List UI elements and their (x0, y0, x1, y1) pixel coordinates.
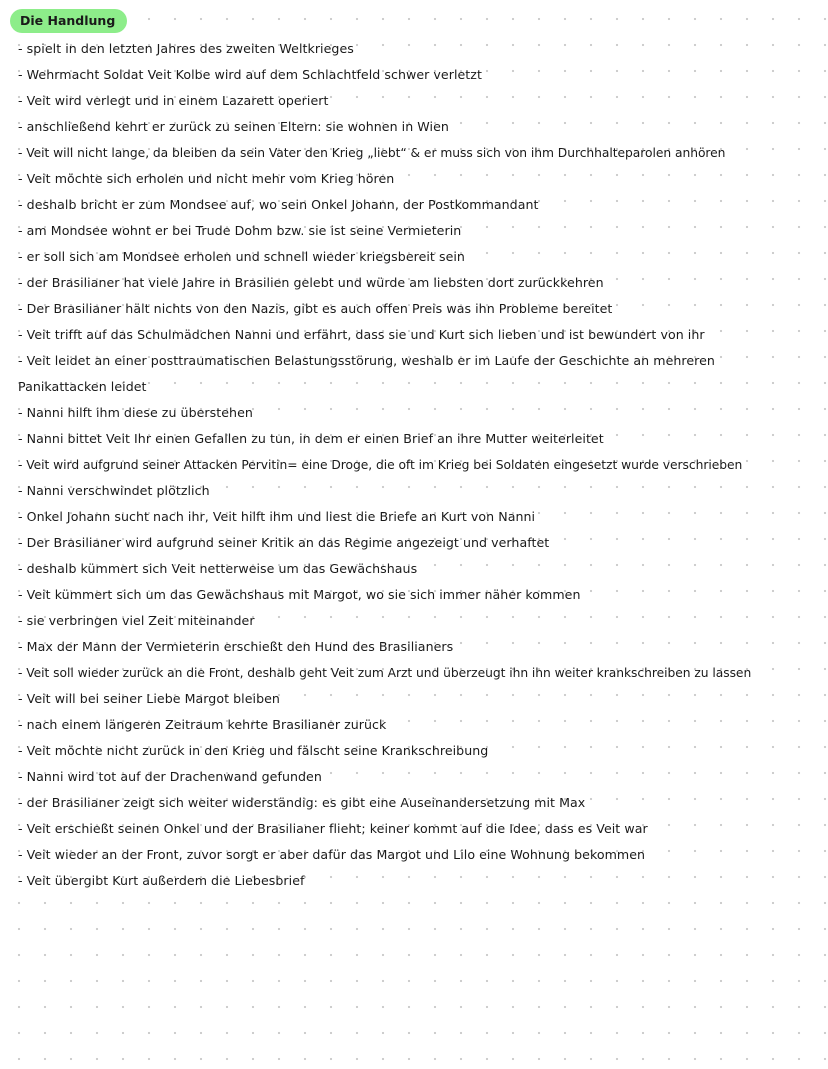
summary-line: - am Mondsee wohnt er bei Trude Dohm bzw. sie ist seine Vermieterin (18, 223, 462, 238)
summary-line: - Veit übergibt Kurt außerdem die Liebesbrief (18, 873, 305, 888)
summary-line: - Veit will bei seiner Liebe Margot bleiben (18, 691, 280, 706)
summary-line: - deshalb bricht er zum Mondsee auf, wo sein Onkel Johann, der Postkommandant (18, 197, 539, 212)
summary-line: - er soll sich am Mondsee erholen und schnell wieder kriegsbereit sein (18, 249, 465, 264)
summary-line: - Nanni wird tot auf der Drachenwand gefunden (18, 769, 322, 784)
summary-line: - anschließend kehrt er zurück zu seinen Eltern: sie wohnen in Wien (18, 119, 449, 134)
summary-line: - Veit trifft auf das Schulmädchen Nanni und erfährt, dass sie und Kurt sich lieben und ist bewundert von ihr (18, 327, 705, 342)
summary-line: - Veit möchte sich erholen und nicht mehr vom Krieg hören (18, 171, 395, 186)
summary-line: - der Brasilianer zeigt sich weiter widerständig: es gibt eine Auseinandersetzung mit Max (18, 795, 586, 810)
summary-line: - Veit soll wieder zurück an die Front, deshalb geht Veit zum Arzt und überzeugt ihn ihn weiter krankschreiben zu lassen (18, 666, 752, 680)
summary-line: - Veit wird aufgrund seiner Attacken Pervitin= eine Droge, die oft im Krieg bei Soldaten eingesetzt wurde verschrieben (18, 458, 743, 472)
summary-line: - Nanni bittet Veit Ihr einen Gefallen zu tun, in dem er einen Brief an ihre Mutter weiterleitet (18, 431, 604, 446)
summary-line: - Veit erschießt seinen Onkel und der Brasilianer flieht; keiner kommt auf die Idee, dass es Veit war (18, 821, 648, 836)
summary-line: - Onkel Johann sucht nach ihr, Veit hilft ihm und liest die Briefe an Kurt von Nanni (18, 509, 536, 524)
summary-line: - Nanni hilft ihm diese zu überstehen (18, 405, 253, 420)
summary-line: - Max der Mann der Vermieterin erschießt den Hund des Brasilianers (18, 639, 454, 654)
summary-line: - Nanni verschwindet plötzlich (18, 483, 210, 498)
summary-line: - Veit will nicht lange, da bleiben da sein Vater den Krieg „liebt“ & er muss sich von ihm Durchhalteparolen anhören (18, 146, 726, 160)
summary-line: - sie verbringen viel Zeit miteinander (18, 613, 255, 628)
summary-line: - Veit leidet an einer posttraumatischen Belastungsstörung, weshalb er im Laufe der Geschichte an mehreren (18, 353, 715, 368)
summary-line: - Veit möchte nicht zurück in den Krieg und fälscht seine Krankschreibung (18, 743, 489, 758)
summary-line: - Veit kümmert sich um das Gewächshaus mit Margot, wo sie sich immer näher kommen (18, 587, 581, 602)
plot-summary-list (18, 36, 823, 894)
summary-line: - Der Brasilianer wird aufgrund seiner Kritik an das Regime angezeigt und verhaftet (18, 535, 550, 550)
summary-line: - Veit wieder an der Front, zuvor sorgt er aber dafür das Margot und Lilo eine Wohnung bekommen (18, 847, 646, 862)
summary-line: - Wehrmacht Soldat Veit Kolbe wird auf dem Schlachtfeld schwer verletzt (18, 67, 482, 82)
summary-line: - der Brasilianer hat viele Jahre in Brasilien gelebt und würde am liebsten dort zurückkehren (18, 275, 604, 290)
summary-line: - deshalb kümmert sich Veit netterweise um das Gewächshaus (18, 561, 418, 576)
summary-line: - nach einem längeren Zeitraum kehrte Brasilianer zurück (18, 717, 387, 732)
summary-line: - Der Brasilianer hält nichts von den Nazis, gibt es auch offen Preis was ihn Probleme bereitet (18, 301, 613, 316)
summary-line: - spielt in den letzten Jahres des zweiten Weltkrieges (18, 41, 354, 56)
summary-line: Panikattacken leidet (18, 379, 147, 394)
summary-line: - Veit wird verlegt und in einem Lazarett operiert (18, 93, 329, 108)
heading-highlight: Die Handlung (10, 9, 127, 33)
